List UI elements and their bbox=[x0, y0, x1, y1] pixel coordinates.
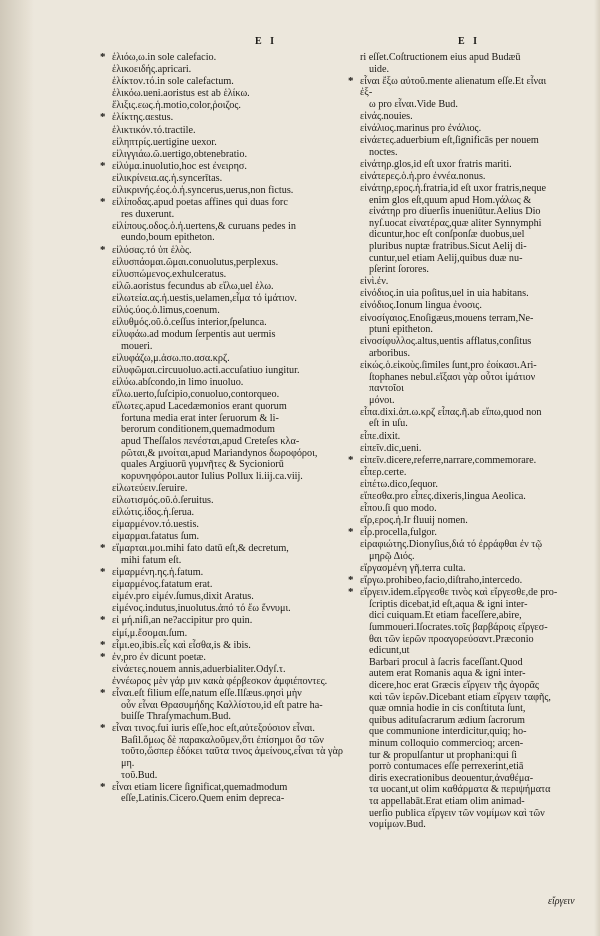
entry-headline: εἶναι.eſt filium eſſe,natum eſſe.Ilſæus.φησὶ μὴν bbox=[112, 687, 302, 699]
dictionary-entry bbox=[112, 305, 344, 317]
catchword: εἴργειν bbox=[548, 896, 575, 907]
entry-headline: εἰνὶ.ἐν. bbox=[360, 276, 389, 288]
entry-continuation: τα appellabāt.Erat etiam olim animad- bbox=[369, 795, 525, 807]
entry-headline: εἰνάτηρ,ερος.ἡ.fratria,id eſt uxor fratris,neque bbox=[360, 183, 546, 195]
dictionary-entry bbox=[112, 293, 344, 305]
entry-headline: εἰνάλιος.marinus pro ἐνάλιος. bbox=[360, 123, 482, 135]
entry-marker: * bbox=[100, 243, 106, 256]
entry-headline: εἰνοσίγαιος.Enoſigæus,mouens terram,Ne- bbox=[360, 312, 534, 324]
dictionary-entry bbox=[360, 135, 558, 158]
entry-continuation: μόνοι. bbox=[369, 394, 395, 406]
entry-continuation: tur & propulſantur ut prophani:qui ſi bbox=[369, 749, 517, 761]
entry-continuation: κορυνηφόροι.autor Iulius Pollux li.iij.ca.viij. bbox=[121, 470, 303, 482]
entry-headline: εἵμαρται.μοι.mihi fato datū eſt,& decretum, bbox=[112, 543, 289, 555]
dictionary-entry bbox=[348, 453, 558, 467]
entry-headline: εἰλύω.abſcondo,in limo inuoluo. bbox=[112, 377, 244, 389]
entry-continuation: οὖν εἶναι Θρασυμήδης Καλλίστου,id eſt patre ha- bbox=[121, 699, 323, 711]
entry-marker: * bbox=[100, 722, 106, 735]
entry-continuation: eundo,boum epitheton. bbox=[121, 232, 215, 244]
entry-headline: εἰνάτερες.ὁ.ἡ.pro ἐννέα.nonus. bbox=[360, 170, 486, 182]
dictionary-entry bbox=[360, 111, 558, 123]
entry-headline: ἕλιξις.εως.ἡ.motio,color,ῥοιζος. bbox=[112, 100, 241, 112]
dictionary-entry bbox=[112, 628, 344, 640]
entry-headline: εἰλῶ.aoristus fecundus ab εἴλω,uel ἑλω. bbox=[112, 280, 274, 292]
dictionary-entry bbox=[112, 531, 344, 543]
dictionary-entry bbox=[360, 479, 558, 491]
dictionary-entry bbox=[112, 353, 344, 365]
dictionary-entry bbox=[100, 686, 344, 723]
dictionary-entry bbox=[360, 52, 558, 75]
dictionary-entry bbox=[112, 483, 344, 495]
dictionary-entry bbox=[112, 257, 344, 269]
dictionary-entry bbox=[112, 149, 344, 161]
entry-continuation: ω pro εἶναι.Vide Bud. bbox=[369, 98, 458, 110]
dictionary-entry bbox=[112, 125, 344, 137]
entry-headline: ἐννέωρος μὲν γάρ μιν κακὰ φέρβεσκον ἀμφιέποντες. bbox=[112, 675, 328, 687]
entry-headline: εἴλω.uerto,ſuſcipio,conuoluo,contorqueo. bbox=[112, 389, 280, 401]
dictionary-entry bbox=[100, 566, 344, 579]
entry-headline: ἐν,pro ἐν dicunt poetæ. bbox=[112, 651, 206, 663]
dictionary-entry bbox=[100, 51, 344, 64]
entry-headline: εἰμέν.pro εἰμέν.ſumus,dixit Aratus. bbox=[112, 591, 254, 603]
entry-continuation: eſt in uſu. bbox=[369, 418, 408, 430]
entry-headline: ἑλίκτης.αεstus. bbox=[112, 112, 174, 124]
dictionary-entry bbox=[360, 313, 558, 336]
entry-marker: * bbox=[348, 574, 354, 587]
dictionary-entry bbox=[360, 276, 558, 288]
entry-headline: εἰνάς.nouies. bbox=[360, 110, 413, 122]
entry-marker: * bbox=[100, 650, 106, 663]
entry-marker: * bbox=[348, 74, 354, 87]
entry-headline: εἰλικρινής.έος.ὁ.ἡ.syncerus,uerus,non fictus. bbox=[112, 185, 294, 197]
dictionary-entry bbox=[112, 269, 344, 281]
entry-continuation: ρῶται,& μνοίται,apud Mariandynos δωροφόροι, bbox=[121, 447, 318, 459]
entry-continuation: εἰνάτηρ pro diuerſis inueniūtur.Aelius Dio bbox=[369, 206, 541, 218]
dictionary-entry bbox=[100, 638, 344, 652]
entry-marker: * bbox=[100, 614, 106, 627]
entry-marker: * bbox=[100, 196, 106, 209]
dictionary-entry bbox=[112, 507, 344, 519]
entry-marker: * bbox=[100, 51, 106, 63]
entry-marker: * bbox=[348, 526, 354, 539]
entry-marker: * bbox=[100, 566, 106, 579]
dictionary-entry bbox=[360, 407, 558, 430]
dictionary-entry bbox=[360, 563, 558, 575]
entry-headline: εἰκώς.ὁ.εἰκοὺς.ſimiles ſunt,pro ἐοίκασι.Ari- bbox=[360, 359, 537, 371]
dictionary-entry bbox=[360, 300, 558, 312]
entry-continuation: θαι τῶν ἱερῶν προαγορεύσαντ.Præconio edicunt,ut bbox=[369, 633, 537, 657]
entry-continuation: pſerint ſorores. bbox=[369, 264, 429, 276]
entry-continuation: fortuna media erat inter ſeruorum & li- bbox=[121, 412, 279, 424]
dictionary-entry bbox=[100, 650, 344, 664]
entry-headline: εἰνοσίφυλλος.altus,uentis afflatus,conſitus bbox=[360, 336, 532, 348]
entry-continuation: ſtophanes nebul.εἴξασι γὰρ οὗτοι ἱμάτιον παντοῖοι bbox=[369, 371, 538, 395]
entry-headline: εἱμαρμένη.ης.ἡ.fatum. bbox=[112, 567, 204, 579]
dictionary-entry bbox=[360, 288, 558, 300]
dictionary-entry bbox=[360, 443, 558, 455]
entry-headline: εἰνόδιος.Ionum lingua ἐνοσις. bbox=[360, 300, 482, 312]
dictionary-entry bbox=[360, 503, 558, 515]
dictionary-entry bbox=[112, 173, 344, 185]
entry-continuation: ptuni epitheton. bbox=[369, 324, 433, 336]
entry-headline: εἶρ.procella,fulgor. bbox=[360, 527, 437, 539]
entry-headline: εἴρ,ερος.ἡ.Ir fluuij nomen. bbox=[360, 515, 468, 527]
entry-headline: εἴργασμένη γῆ.terra culta. bbox=[360, 563, 466, 575]
dictionary-entry bbox=[360, 491, 558, 503]
entry-continuation: berorum conditionem,quemadmodum bbox=[121, 424, 275, 436]
entry-headline: εἰνάτηρ.glos,id eſt uxor fratris mariti. bbox=[360, 158, 512, 170]
entry-continuation: ſcriptis dicebat,id eſt,aqua & igni inter- bbox=[369, 598, 528, 610]
entry-headline: εἶναι ἔξω αὐτοῦ.mente alienatum eſſe.Et εἶναι ἐξ- bbox=[360, 75, 549, 99]
entry-marker: * bbox=[100, 686, 106, 699]
entry-continuation: que communione interdicitur,quiq; ho- bbox=[369, 726, 527, 738]
entry-continuation: porrò contumaces eſſe perrexerint,etiā bbox=[369, 761, 524, 773]
entry-headline: ἑλικόω.ueni.aoristus est ab ἑλίκω. bbox=[112, 88, 250, 100]
dictionary-entry bbox=[360, 123, 558, 135]
dictionary-entry bbox=[360, 431, 558, 443]
entry-continuation: dicuntur,hoc eſt conſponſæ duobus,uel bbox=[369, 229, 525, 241]
dictionary-entry bbox=[360, 467, 558, 479]
dictionary-entry bbox=[348, 586, 558, 831]
entry-headline: εἰλυσπώμενος.exhulceratus. bbox=[112, 268, 227, 280]
dictionary-entry bbox=[100, 614, 344, 627]
running-header-right: E I bbox=[458, 36, 481, 47]
entry-headline: εἰλικρίνεια.ας.ἡ.syncerītas. bbox=[112, 172, 223, 184]
entry-headline: εἰπεῖν.dicere,referre,narrare,commemorare. bbox=[360, 454, 537, 466]
dictionary-entry bbox=[112, 100, 344, 112]
entry-headline: εἰλυθμός.οῦ.ὁ.ceſſus interior,ſpelunca. bbox=[112, 317, 267, 329]
entry-continuation: pluribus nuptæ fratribus.Sicut Aelij di- bbox=[369, 241, 527, 252]
dictionary-entry bbox=[348, 74, 558, 111]
dictionary-entry bbox=[112, 603, 344, 615]
dictionary-entry bbox=[360, 159, 558, 171]
dictionary-entry bbox=[112, 495, 344, 507]
dictionary-entry bbox=[112, 664, 344, 676]
entry-headline: ἑλιόω,ω.in sole calefacio. bbox=[112, 52, 217, 63]
entry-headline: εἶμι.eo,ibis.εἶς καὶ εἶσθα,is & ibis. bbox=[112, 639, 251, 651]
entry-continuation: res duxerunt. bbox=[121, 208, 175, 220]
entry-headline: εἵλωτες.apud Lacedæmonios erant quorum bbox=[112, 401, 287, 413]
entry-headline: εἰλύμα.inuolutio,hoc est ἐνειρησ. bbox=[112, 160, 247, 172]
entry-headline: εἶπου.ſi quo modo. bbox=[360, 503, 437, 515]
entry-headline: εἰλίποδας.apud poetas affines qui duas forc bbox=[112, 197, 288, 209]
entry-continuation: cuntur,uel etiam Aelij,quibus duæ nu- bbox=[369, 252, 523, 264]
entry-headline: εἱμαρμένον.τό.uestis. bbox=[112, 519, 199, 531]
dictionary-entry bbox=[100, 159, 344, 173]
entry-headline: εἶναι etiam licere ſignificat,quemadmodum bbox=[112, 781, 288, 793]
entry-headline: εἰλώτις.ίδος.ἡ.ſerua. bbox=[112, 507, 195, 519]
dictionary-entry bbox=[348, 526, 558, 539]
dictionary-entry bbox=[112, 76, 344, 88]
entry-continuation: moueri. bbox=[121, 340, 153, 352]
entry-headline: εἴργω.prohibeo,facio,diſtraho,intercedo. bbox=[360, 575, 523, 587]
entry-continuation: minum colloquio commercioq; arcen- bbox=[369, 737, 524, 749]
entry-continuation: buiſſe Thraſymachum.Bud. bbox=[121, 711, 231, 723]
dictionary-entry bbox=[112, 389, 344, 401]
entry-continuation: dicere,hoc erat Græcis εἴργειν τῆς ἀγορᾶς bbox=[369, 679, 539, 691]
entry-marker: * bbox=[100, 159, 106, 172]
entry-headline: εἱμαρμένος.fatatum erat. bbox=[112, 579, 213, 591]
dictionary-entry bbox=[112, 377, 344, 389]
dictionary-entry bbox=[112, 88, 344, 100]
dictionary-entry bbox=[112, 329, 344, 352]
entry-marker: * bbox=[100, 542, 106, 555]
entry-marker: * bbox=[100, 638, 106, 651]
dictionary-entry bbox=[360, 539, 558, 562]
dictionary-entry bbox=[112, 221, 344, 244]
entry-continuation: ſummoueri.Iſocrates.τοῖς βαρβάροις εἴργεσ- bbox=[369, 622, 548, 633]
entry-headline: εἰληπτρίς.uertigine uexor. bbox=[112, 136, 217, 148]
entry-continuation: eſſe,Latinis.Cicero.Quem enim depreca- bbox=[121, 793, 285, 805]
entry-headline: εἱμένος.indutus,inuolutus.ἀπό τό ἕω ἕννυμι. bbox=[112, 603, 291, 615]
entry-headline: εἴπεσθα.pro εἶπες.dixeris,lingua Aeolica. bbox=[360, 490, 526, 502]
entry-continuation: dici cuiquam.Et etiam faceſſere,abire, bbox=[369, 610, 522, 622]
entry-headline: εἰνάετες.aduerbium eſt,ſignificās per nouem bbox=[360, 135, 539, 147]
entry-headline: εἶπερ.certe. bbox=[360, 466, 407, 478]
dictionary-entry bbox=[360, 336, 558, 359]
entry-continuation: apud Theſſalos πενέσται,apud Creteſes κλα- bbox=[121, 436, 300, 447]
entry-headline: εἰλυφῶμαι.circuuoluo.acti.accuſatiuo iungitur. bbox=[112, 364, 300, 376]
entry-headline: εἰλιγγιάω.ῶ.uertigo,obtenebratio. bbox=[112, 148, 248, 160]
dictionary-entry bbox=[112, 317, 344, 329]
dictionary-entry bbox=[112, 185, 344, 197]
dictionary-entry bbox=[360, 183, 558, 276]
dictionary-entry bbox=[100, 111, 344, 124]
dictionary-entry bbox=[360, 171, 558, 183]
entry-continuation: arboribus. bbox=[369, 347, 411, 359]
entry-headline: εἰλύσας.τό ὑπ ἑλὸς. bbox=[112, 244, 192, 256]
dictionary-entry bbox=[112, 519, 344, 531]
entry-continuation: mihi fatum eſt. bbox=[121, 554, 182, 566]
entry-continuation: uide. bbox=[369, 63, 390, 75]
entry-headline: εἰλωτισμός.οῦ.ὁ.ſeruitus. bbox=[112, 494, 214, 506]
dictionary-entry bbox=[112, 137, 344, 149]
entry-continuation: τα uocant,ut olim καθάρματα & περιψήματα bbox=[369, 784, 551, 796]
entry-continuation: quibus adituſacrarum ædium ſacrorum bbox=[369, 714, 525, 726]
entry-marker: * bbox=[348, 453, 354, 466]
entry-headline: εἰ μή.niſi,an ne?accipitur pro quin. bbox=[112, 615, 253, 627]
right-column bbox=[348, 52, 558, 831]
entry-continuation: quales Argiuorū γυμνῆτες & Sycioniorū bbox=[121, 459, 284, 471]
entry-headline: εἰλυφάω.ad modum ſerpentis aut uermis bbox=[112, 329, 276, 341]
entry-headline: εἰμί,μ.ἔσομαι.ſum. bbox=[112, 627, 188, 639]
entry-continuation: nyſ.uocat εἰνατέρας,quæ aliter Synnymphi bbox=[369, 217, 542, 229]
dictionary-entry bbox=[112, 281, 344, 293]
entry-marker: * bbox=[100, 780, 106, 793]
entry-continuation: Barbari procul à ſacris faceſſant.Quod bbox=[369, 656, 523, 668]
dictionary-entry bbox=[360, 360, 558, 406]
running-header-left: E I bbox=[255, 36, 278, 47]
entry-continuation: καὶ τῶν ἱερῶν.Dicebant etiam εἴργειν ταφῆς, bbox=[369, 691, 551, 703]
dictionary-entry bbox=[112, 365, 344, 377]
entry-marker: * bbox=[100, 111, 106, 124]
entry-continuation: noctes. bbox=[369, 146, 398, 158]
entry-headline: εἴργειν.idem.εἴργεσθε τινὸς καὶ εἴργεσθε,de pro- bbox=[360, 587, 558, 599]
dictionary-entry bbox=[100, 780, 344, 805]
entry-continuation: autem erat Romanis aqua & igni inter- bbox=[369, 668, 526, 680]
gutter-shadow bbox=[0, 0, 34, 936]
dictionary-entry bbox=[100, 196, 344, 220]
entry-headline: εἶπε.dixit. bbox=[360, 430, 401, 442]
dictionary-entry bbox=[100, 243, 344, 257]
entry-headline: ri eſſet.Coſtructionem eius apud Budæū bbox=[360, 52, 521, 63]
entry-headline: εἰραφιώτης.Dionyſius,διά τό ἐρράφθαι ἐν τῷ bbox=[360, 539, 543, 551]
dictionary-entry bbox=[112, 591, 344, 603]
entry-headline: εἰλυσπάομαι.ῶμαι.conuolutus,perplexus. bbox=[112, 256, 279, 268]
dictionary-entry bbox=[112, 64, 344, 76]
dictionary-entry bbox=[112, 401, 344, 482]
dictionary-entry bbox=[100, 722, 346, 781]
entry-continuation: quæ omnia hodie in cis conſtituta ſunt, bbox=[369, 703, 526, 715]
entry-marker: * bbox=[348, 586, 354, 599]
entry-continuation: τοῦτο,ὥσπερ ἐδόκει ταῦτα τινος ἀμείνους,εἶναι τὰ γὰρ μη. bbox=[121, 746, 346, 770]
dictionary-entry bbox=[112, 676, 344, 688]
dictionary-entry bbox=[348, 574, 558, 587]
entry-continuation: νομίμων.Bud. bbox=[369, 819, 426, 831]
entry-headline: εἰλυφάζω,μ.ἀσω.πο.ασα.κρζ. bbox=[112, 352, 230, 364]
entry-continuation: τοῦ.Bud. bbox=[121, 769, 158, 781]
entry-headline: εἰλύς.ύος.ὁ.limus,coenum. bbox=[112, 304, 220, 316]
left-column bbox=[100, 51, 346, 805]
entry-continuation: enim glos eſt,quum apud Hom.γάλως & bbox=[369, 194, 532, 206]
entry-continuation: Baſil.ὅμως δὲ παρακαλοῦμεν,ὅτι ἐπίσημοι ὄσ τῶν bbox=[121, 734, 324, 746]
dictionary-entry bbox=[112, 579, 344, 591]
entry-headline: ἑλίκτον.τό.in sole calefactum. bbox=[112, 76, 234, 88]
dictionary-entry bbox=[100, 542, 344, 566]
entry-continuation: uerſio publica εἴργειν τῶν νομίμων καὶ τῶν bbox=[369, 807, 545, 819]
page-edge bbox=[594, 0, 600, 936]
entry-headline: εἰνόδιος.in uia poſitus,uel in uia habitans. bbox=[360, 288, 529, 300]
entry-headline: εἰλωτεία.ας.ἡ.uestis,uelamen,εἶμα τό ἱμάτιον. bbox=[112, 292, 297, 304]
entry-headline: ἑλικτικόν.τό.tractile. bbox=[112, 124, 196, 136]
entry-headline: εἰλίπους.οδος.ὁ.ἡ.uertens,& curuans pedes in bbox=[112, 220, 296, 232]
entry-headline: εἰπεῖν.dic,ueni. bbox=[360, 442, 422, 454]
entry-headline: εἶναι τινος.fui iuris eſſe,hoc eſt,αὐτεξούσιον εἶναι. bbox=[112, 723, 315, 735]
entry-headline: εἰλωτεύειν.ſeruire. bbox=[112, 482, 188, 494]
entry-headline: εἱμαρμαι.fatatus ſum. bbox=[112, 531, 200, 543]
entry-headline: εἰνάετες.nouem annis,aduerbialiter.Odyſ.τ. bbox=[112, 663, 286, 675]
dictionary-entry bbox=[360, 515, 558, 527]
entry-continuation: diris execrationibus deouentur,ἀναθέμα- bbox=[369, 772, 534, 784]
entry-headline: εἰπέτω.dico,ſequor. bbox=[360, 478, 438, 490]
entry-headline: ἑλικοειδής.apricari. bbox=[112, 64, 192, 76]
entry-headline: εἶπα.dixi.ἀπ.ω.κρζ εἶπας.ῆ.ab εἴπω,quod non bbox=[360, 406, 542, 418]
entry-continuation: μηρῷ Διός. bbox=[369, 550, 415, 562]
